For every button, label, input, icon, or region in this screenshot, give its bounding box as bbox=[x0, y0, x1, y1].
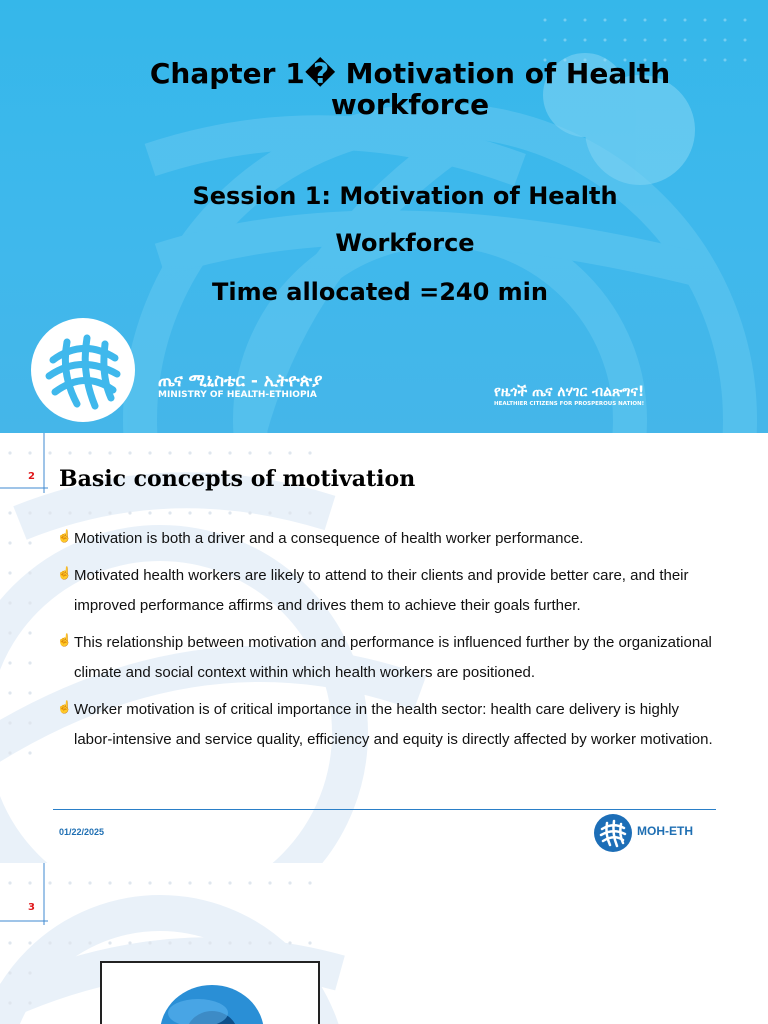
chapter-title: Chapter 1� Motivation of Health workforce bbox=[149, 57, 671, 121]
bullet-text: Motivation is both a driver and a consequence of health worker performance. bbox=[74, 530, 584, 547]
session-title-line-1: Session 1: Motivation of Health bbox=[192, 182, 618, 210]
hand-pointer-icon: ☝ bbox=[57, 632, 72, 647]
slogan-amharic: የዜጎች ጤና ለሃገር ብልጽግና! bbox=[494, 384, 645, 400]
bullet-text: This relationship between motivation and performance is influenced further by the organizational climate and social context within which health workers are positioned. bbox=[74, 633, 712, 681]
ministry-logo bbox=[31, 318, 135, 422]
moh-emblem-icon bbox=[594, 814, 632, 852]
blue-3d-shape-icon bbox=[102, 963, 318, 1024]
slide-image bbox=[100, 961, 320, 1024]
content-slide bbox=[0, 433, 768, 863]
moh-logo bbox=[594, 814, 632, 852]
slide-number: 2 bbox=[28, 471, 35, 482]
ministry-name-english: MINISTRY OF HEALTH-ETHIOPIA bbox=[158, 390, 317, 400]
bullet-text: Motivated health workers are likely to attend to their clients and provide better care, and their improved performance affirms and drives them to achieve their goals further. bbox=[74, 566, 689, 614]
session-title bbox=[100, 173, 710, 267]
ministry-emblem-icon bbox=[31, 318, 135, 422]
bullet-item bbox=[57, 628, 717, 689]
hand-pointer-icon: ☝ bbox=[57, 529, 72, 543]
bullet-item bbox=[57, 561, 717, 622]
ministry-name-amharic: ጤና ሚኒስቴር - ኢትዮጵያ bbox=[158, 371, 323, 391]
hand-pointer-icon: ☝ bbox=[57, 565, 72, 580]
slide-number: 3 bbox=[28, 902, 35, 913]
footer-divider bbox=[53, 809, 716, 810]
bullet-list bbox=[57, 524, 717, 762]
title-slide bbox=[0, 0, 768, 433]
session-title-line-2: Workforce bbox=[335, 229, 475, 257]
hand-pointer-icon: ☝ bbox=[57, 699, 72, 714]
slogan-english: HEALTHIER CITIZENS FOR PROSPEROUS NATION! bbox=[494, 401, 645, 407]
next-slide bbox=[0, 863, 768, 1024]
bullet-item bbox=[57, 695, 717, 756]
footer-date: 01/22/2025 bbox=[59, 827, 105, 837]
bullet-text: Worker motivation is of critical importance in the health sector: health care delivery is highly labor-intensive and service quality, efficiency and equity is directly affected by worker motivation. bbox=[74, 700, 713, 748]
time-allocated: Time allocated =240 min bbox=[212, 278, 548, 306]
footer-org-label: MOH-ETH bbox=[637, 824, 693, 838]
bullet-item bbox=[57, 524, 717, 555]
slide-heading: Basic concepts of motivation bbox=[59, 466, 416, 492]
